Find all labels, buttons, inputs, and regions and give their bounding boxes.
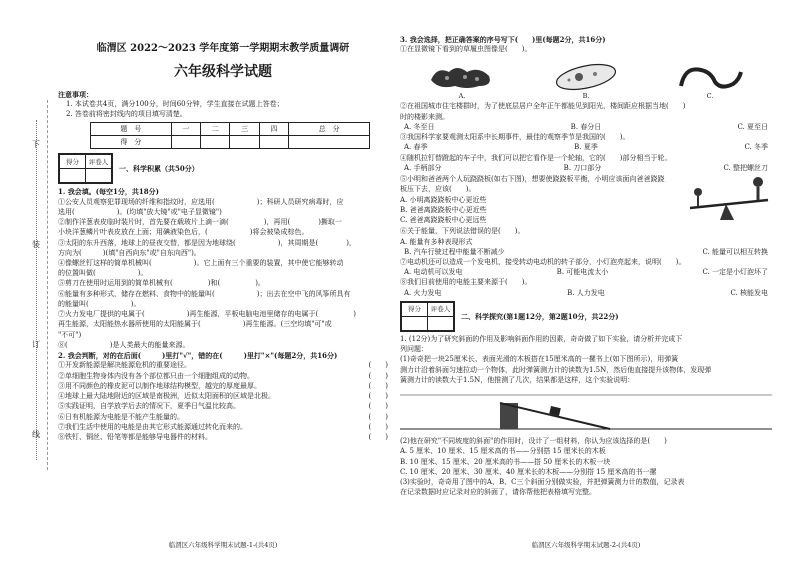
judge-text: ④地球上最大陆地附近的区域是南极洲，近似太阳面积的区域是北极。 [58,392,275,401]
option[interactable]: C. 能量可以相互转换 [702,247,768,256]
score-cell[interactable] [201,136,230,149]
section-title: 一、科学积累（共50分） [119,164,199,174]
score-header: 总 分 [289,123,370,136]
score-cell[interactable] [230,136,259,149]
question-line: ⑧( )是人类最大的能量来源。 [58,340,190,349]
binding-margin [28,100,48,470]
grader-label: 得分 [60,155,86,169]
margin-char: 装 [32,240,40,249]
question: (3)实验时，奇奇用了图中的A、B、C三个斜面分别做实验，并把弹簧测力计的数值，记录表 [400,478,685,487]
question: (2)他在研究"不同坡度的斜面"的作用时，设计了一组材料，你认为应该选择的是( ) [400,437,667,446]
judge-item [58,402,388,411]
score-cell[interactable] [259,136,288,149]
option[interactable]: B. 可能电流太小 [556,268,609,277]
option[interactable]: B. 人力发电 [567,288,605,297]
option[interactable]: B. 汽车行驶过程中能量不断减少 [404,247,505,256]
judge-text: ⑥日有机能源为电能是不能产生能量的。 [58,412,184,421]
mold-image-icon [427,60,497,92]
question-line: ③太阳的东升西落，地球上的昼夜交替，都是因为地球绕( )，其周期是( )， [58,238,356,247]
answer-paren[interactable]: ( ) [368,432,388,441]
judge-item [58,413,388,422]
incline-plane-icon [400,389,772,433]
option-a[interactable] [427,60,497,101]
grader-label: 评卷人 [428,302,454,316]
question: ①在显微镜下看到的草履虫图像是( )。 [400,45,532,54]
judge-text: ⑤实践证明，自学放学后去的情况下，夏季日气温比较高。 [58,402,240,411]
option[interactable]: A. 手柄部分 [404,163,442,172]
section-2-header [400,301,772,332]
question-line: ④像螺丝钉这样的简单机械叫( )。它上面有三个重要的装置，其中使它能够转动 [58,259,344,267]
organism-images [400,56,772,100]
judge-item [58,433,388,442]
exam-page-2 [400,34,772,550]
option[interactable]: A. 能量有多种表现形式 [400,237,473,246]
option[interactable]: C. 夏至日 [737,122,768,131]
seesaw-illustration-icon [686,174,772,224]
question-cont: 时的楼影来测。 [400,112,449,121]
option[interactable]: A. 电动机可以发电 [404,268,463,277]
question: 1. (12分)为了研究斜面的作用及影响斜面作用的因素，奇奇做了如下实验，请分析并完成下 [400,334,683,343]
question: ⑦电动机还可以造成一个发电机，接受转动电动机的转子部分，小灯泡亮起来，说明( )。 [400,257,686,266]
option-b[interactable] [551,60,621,101]
paramecium-image-icon [551,60,621,92]
judge-text: ①开发新能源是解决能源危机的重要途径。 [58,361,191,370]
margin-char: 订 [32,340,40,349]
question: ④随机拉钉替蹬起的车子中，我们可以把它看作是一个轮轴，它的( )部分相当于轮。 [400,153,672,162]
question-line: 的位置叫做( )。 [58,269,148,278]
note: 1. 本试卷共4页，满分100分，时间60分钟，学生直接在试题上答卷； [66,99,284,108]
answer-paren[interactable]: ( ) [368,392,388,401]
score-header: 四 [259,123,288,136]
options-row [400,289,772,298]
score-header: 题 号 [91,123,172,136]
question: ⑧我们目前使用的电能主要来源于( )。 [400,278,532,287]
judge-text: ⑦我们生活中使用的电能是由其它形式能源通过转化而来的。 [58,422,247,431]
grader-label: 评卷人 [86,155,112,169]
subsection-title: 1. 我会填。(每空1分，共18分) [58,187,159,197]
margin-char: 下 [32,140,40,149]
grader-cell[interactable] [402,316,428,330]
answer-paren[interactable]: ( ) [368,412,388,421]
question-cont: 测力计沿着斜面匀速拉动一个物体，此时弹簧测力计的读数为1.5N，然后他直接提升该物体，发现弹 [400,365,712,374]
exam-header: 临渭区 2022～2023 学年度第一学期期末教学质量调研 [96,43,350,54]
seesaw-question [400,174,772,226]
grader-label: 得分 [402,302,428,316]
score-header: 一 [171,123,200,136]
option[interactable]: B. 夏季 [574,143,598,152]
exam-title: 六年级科学试题 [174,64,272,81]
exam-page-1 [58,34,388,550]
option[interactable]: A. 火力发电 [404,288,442,297]
option-label: A. [458,91,466,100]
score-header: 三 [230,123,259,136]
question-line: 小块洋葱鳞片叶表皮放在上面；用碘液染色后，( )将会被染成棕色。 [58,228,309,237]
question: ②在祖国城市住宅楼群时，为了使底层居户全年正午都能见到阳光，楼间距应根据当地( ) [400,102,686,111]
score-row-label: 得 分 [91,136,172,149]
subsection-title: 2. 我会判断，对的在后面( )里打"√"，错的在( )里打"×"(每题2分，共16分) [58,351,338,361]
judge-list [58,361,388,442]
options-row [400,123,772,132]
notes-heading: 注意事项： [58,89,93,99]
judge-text: ②单细胞生物身体内没有各个部位都只由一个细胞组成的动物。 [58,371,254,380]
option[interactable]: C. 整把螺丝刀 [723,163,768,172]
seal-line [36,120,37,460]
option-c[interactable] [675,60,745,101]
judge-text: ⑧铁钉、铜丝、铅笔等都是能够导电器件的材料。 [58,432,212,441]
question-line: "不可") [58,330,82,339]
answer-paren[interactable]: ( ) [368,381,388,390]
grader-cell[interactable] [86,169,112,183]
option[interactable]: A. 冬至日 [404,122,435,131]
option[interactable]: A. 小明离跷跷板中心更近些 [400,195,487,204]
judge-item [58,372,388,381]
subsection-title: 3. 我会选择，把正确答案的序号写下( )里(每题2分，共16分) [400,35,606,44]
option[interactable]: C. 一定是小灯泡坏了 [702,268,768,277]
judge-text: ③用不同颜色的橡皮泥可以制作地球结构模型，越完的厚度最厚。 [58,381,261,390]
incline-illustration [400,389,772,433]
answer-paren[interactable]: ( ) [368,371,388,380]
score-table [90,122,370,149]
question: ③我国科学家要观测太阳系中长期事件，最佳的观察季节是我国的( )。 [400,133,630,142]
grader-box [58,153,113,184]
option-label: B. [582,91,590,100]
option-label: C. [706,91,714,100]
grader-box [400,301,455,332]
question-cont: 在记录数据时应记录对应的斜面了，请你帮他把表格填写完整。 [400,488,596,497]
option[interactable]: C. 冬季 [744,143,768,152]
margin-char: 线 [32,430,40,439]
question: ⑥关于能量，下列说法错误的是( )。 [400,227,525,236]
section-title: 二、科学探究(第1题12分，第2题10分，共22分) [461,311,619,321]
option[interactable]: A. 春季 [404,143,428,152]
answer-paren[interactable]: ( ) [368,361,388,370]
question-line: 方向为( )(填"自西向东"或"自东向西")。 [58,248,201,257]
options-row [400,268,772,277]
worm-image-icon [675,60,745,92]
page-footer: 临渭区六年级科学期末试题-1-(共4页) [168,541,278,550]
question-line: ⑥能量有多种形式，储存在燃料、食物中的能量叫( )；出去在空中飞的风筝所具有 [58,289,351,298]
question-line: 选用( )。(均填"放大镜"或"电子显微镜") [58,207,222,216]
grader-cell[interactable] [60,169,86,183]
question: ⑤小明和爸爸两个人玩跷跷板(如右下图)，想要使跷跷板平衡，小明应该面向爸爸跷跷 [400,175,665,184]
section-1-header [58,153,388,184]
question-cont: 板压下去，应该( )。 [400,185,476,194]
question-line: ①公安人员观察犯罪现场的纤维和指纹时，应选用( )；科研人员研究病毒时，应 [58,197,344,206]
grader-cell[interactable] [428,316,454,330]
answer-paren[interactable]: ( ) [368,422,388,431]
question-line: ②制作洋葱表皮临时装片时，首先要在载玻片上滴一滴( )，再用( )撕取一 [58,218,342,227]
option[interactable]: B. 春分日 [570,122,602,131]
question-cont: 簧测力计的读数大于1.5N，他推测了几次，结果都是这样，这个实验说明： [400,375,635,384]
judge-item [58,392,388,401]
question-cont: 列问题： [400,345,428,354]
option[interactable]: B. 爸爸离跷跷板中心更近些 [400,205,487,214]
score-cell[interactable] [289,136,370,149]
score-header: 二 [201,123,230,136]
judge-item [58,423,388,432]
options-row [400,143,772,152]
page-footer: 临渭区六年级科学期末试题-2-(共4页) [531,541,641,550]
question-line: ⑦火力发电厂提供的电属于( )再生能源，平板电脑电池里储存的电属于( ) [58,310,356,319]
fill-blank-list [58,198,388,351]
note: 2. 答卷前将密封线内的项目填写清楚。 [66,110,187,119]
option[interactable]: C. 10 厘米、20 厘米、30 厘米、40 厘米长的木板——分别搭 15 厘米高的书一摞 [400,467,657,476]
question-line: 再生能源，太阳能热水器所使用的太阳能属于( )再生能源。(三空均填"可"或 [58,320,332,329]
option[interactable]: B. 10 厘米、15 厘米、20 厘米高的书——搭 50 厘米长的木板一块 [400,457,611,466]
options-row [400,164,772,173]
score-cell[interactable] [171,136,200,149]
option[interactable]: C. 爸爸离跷跷板中心更远些 [400,216,487,225]
judge-item [58,382,388,391]
judge-item [58,361,388,370]
options-row [400,248,772,257]
question-line: ⑤剪刀在使用时运用到的简单机械有( )和( )。 [58,279,265,288]
option[interactable]: C. 核能发电 [730,288,768,297]
question-line: 的能量叫( )。 [58,299,141,308]
question-cont: (1)奇奇把一块25厘米长、表面光滑的木板搭在15厘米高的一摞书上(如下图所示)，用弹簧 [400,355,679,364]
option[interactable]: B. 刀口部分 [563,163,602,172]
answer-paren[interactable]: ( ) [368,402,388,411]
option[interactable]: A. 5 厘米、10 厘米、15 厘米高的书——分别搭 15 厘米长的木板 [400,447,606,456]
